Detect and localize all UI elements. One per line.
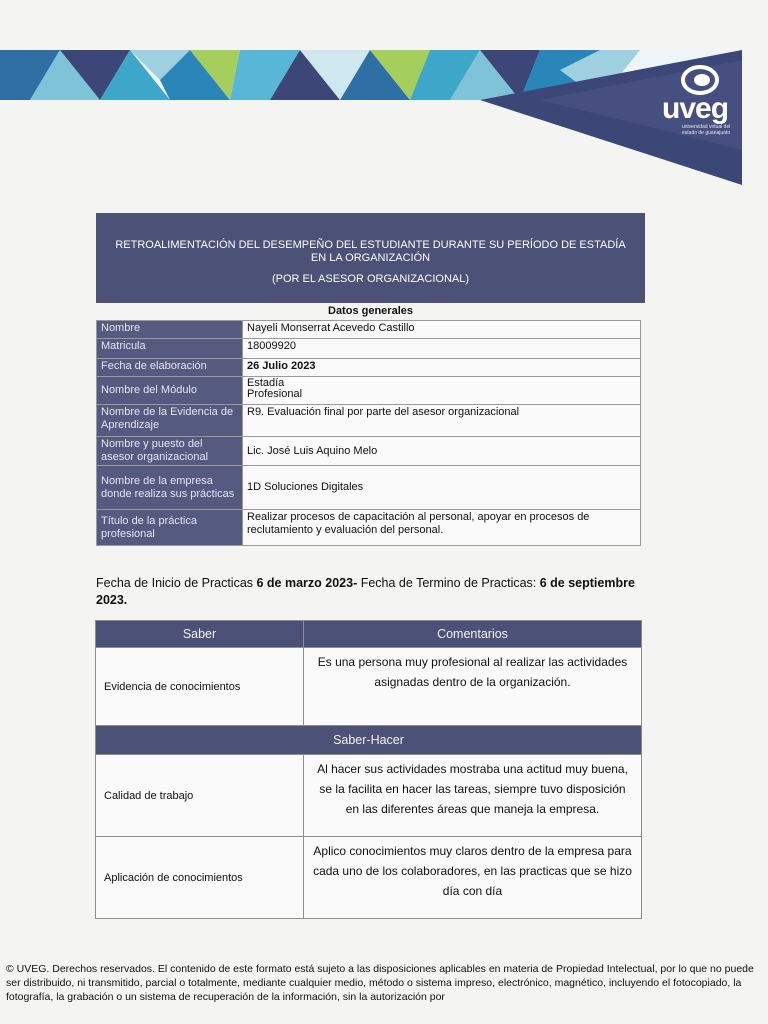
field-value: R9. Evaluación final por parte del asesor organizacional xyxy=(243,405,641,437)
table-subheader-row xyxy=(96,726,642,755)
table-row xyxy=(96,837,642,919)
field-label: Nombre xyxy=(97,321,243,339)
header-banner xyxy=(0,50,742,185)
row-comment: Es una persona muy profesional al realizar las actividades asignadas dentro de la organización. xyxy=(304,648,642,726)
field-value: Nayeli Monserrat Acevedo Castillo xyxy=(243,321,641,339)
table-row xyxy=(97,437,641,466)
table-row xyxy=(97,466,641,510)
field-value: 1D Soluciones Digitales xyxy=(243,466,641,510)
field-label: Nombre del Módulo xyxy=(97,377,243,405)
header-comentarios: Comentarios xyxy=(304,621,642,648)
start-date-value: 6 de marzo 2023- xyxy=(256,576,358,590)
table-row xyxy=(97,405,641,437)
field-label: Nombre y puesto del asesor organizacional xyxy=(97,437,243,466)
field-label: Nombre de la empresa donde realiza sus prácticas xyxy=(97,466,243,510)
end-date-value: 6 de septiembre 2023. xyxy=(96,576,635,607)
row-label: Aplicación de conocimientos xyxy=(96,837,304,919)
table-row xyxy=(97,321,641,339)
table-row xyxy=(96,755,642,837)
row-label: Evidencia de conocimientos xyxy=(96,648,304,726)
header-saber: Saber xyxy=(96,621,304,648)
form-subtitle: (POR EL ASESOR ORGANIZACIONAL) xyxy=(271,273,470,285)
table-row xyxy=(97,339,641,359)
evaluation-table xyxy=(95,620,642,919)
field-value: 26 Julio 2023 xyxy=(243,359,641,377)
table-row xyxy=(96,648,642,726)
field-label: Fecha de elaboración xyxy=(97,359,243,377)
field-value: 18009920 xyxy=(243,339,641,359)
table-row xyxy=(97,377,641,405)
subheader-saber-hacer: Saber-Hacer xyxy=(96,726,642,755)
row-comment: Aplico conocimientos muy claros dentro de la empresa para cada uno de los colaboradores, en las practicas que se hizo día con día xyxy=(304,837,642,919)
module-value-line1: Estadía xyxy=(247,377,285,389)
end-date-label: Fecha de Termino de Practicas: xyxy=(357,576,540,590)
form-title: RETROALIMENTACIÓN DEL DESEMPEÑO DEL ESTUDIANTE DURANTE SU PERÍODO DE ESTADÍA EN LA ORGANIZACIÓN xyxy=(115,239,626,264)
logo-subtext: universidad virtual del estado de guanajuato xyxy=(682,124,731,136)
field-value xyxy=(243,377,641,405)
row-label: Calidad de trabajo xyxy=(96,755,304,837)
section-title: Datos generales xyxy=(328,305,413,317)
form-title-box xyxy=(96,213,645,303)
field-label: Título de la práctica profesional xyxy=(97,510,243,546)
start-date-label: Fecha de Inicio de Practicas xyxy=(96,576,257,590)
field-value: Realizar procesos de capacitación al personal, apoyar en procesos de reclutamiento y evaluación del personal. xyxy=(243,510,641,546)
field-label: Matricula xyxy=(97,339,243,359)
table-row xyxy=(97,359,641,377)
field-value: Lic. José Luis Aquino Melo xyxy=(243,437,641,466)
table-header-row xyxy=(96,621,642,648)
practice-dates xyxy=(96,575,641,609)
general-data-table xyxy=(96,320,641,546)
logo-text: uveg xyxy=(662,92,729,125)
table-row xyxy=(97,510,641,546)
copyright-notice: © UVEG. Derechos reservados. El contenido de este formato está sujeto a las disposiciones aplicables en materia de Propiedad Intelectual, por lo que no puede ser distribuido, ni transmitido, parcial o totalmente, mediante cualquier medio, método o sistema impreso, electrónico, magnético, incluyendo el fotocopiado, la fotografía, la grabación o un sistema de recuperación de la información, sin la autorización por xyxy=(6,963,754,1003)
module-value-line2: Profesional xyxy=(247,388,303,400)
row-comment: Al hacer sus actividades mostraba una actitud muy buena, se la facilita en hacer las tareas, siempre tuvo disposición en las diferentes áreas que maneja la empresa. xyxy=(304,755,642,837)
field-label: Nombre de la Evidencia de Aprendizaje xyxy=(97,405,243,437)
